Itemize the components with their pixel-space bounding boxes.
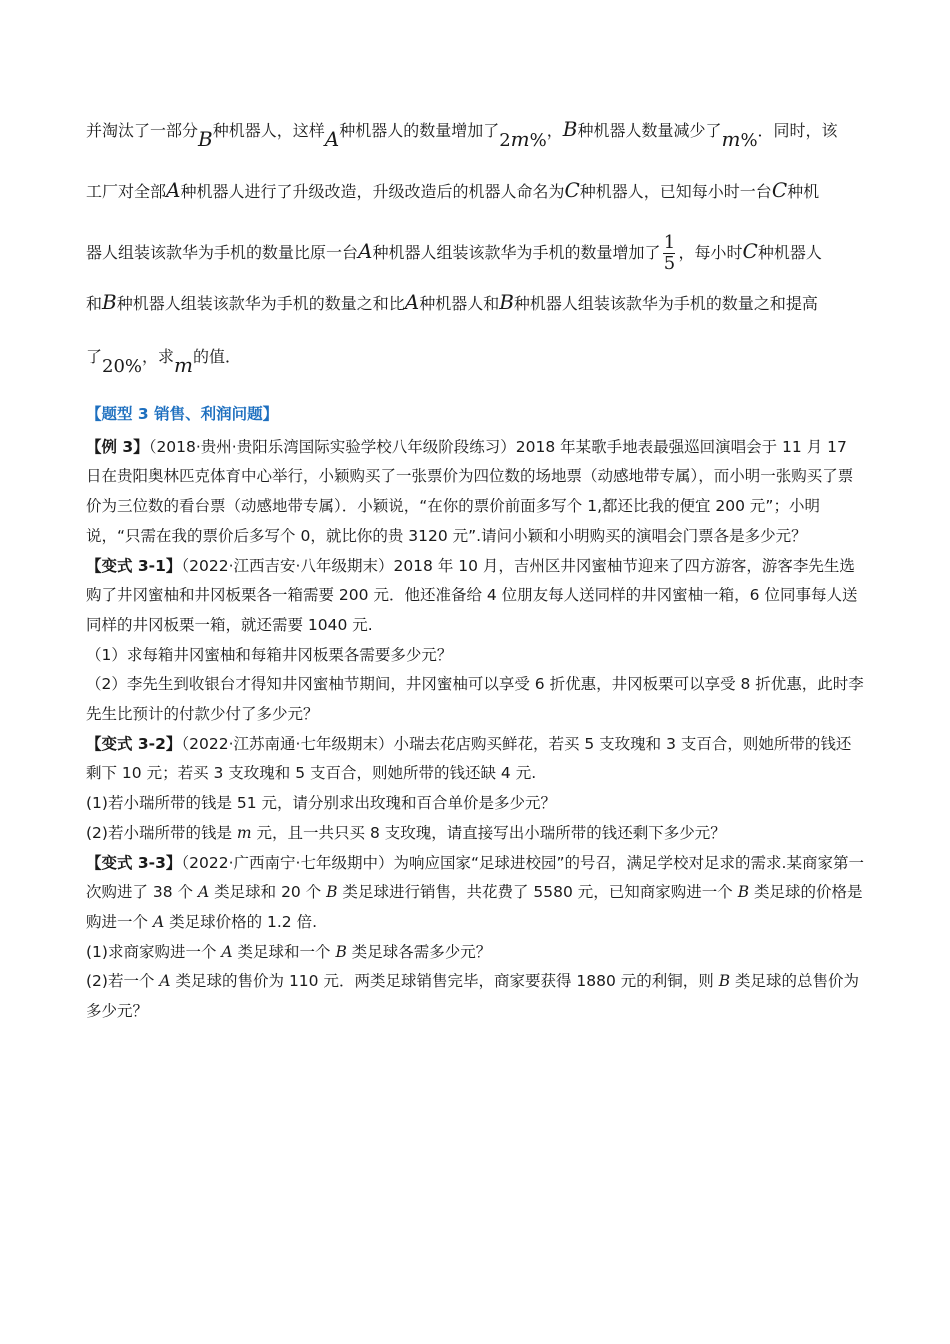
variant-3-3-q2: (2)若一个 A 类足球的售价为 110 元．两类足球销售完毕，商家要获得 1880 元的利铜，则 B 类足球的总售价为多少元？ (86, 972, 860, 1021)
variant-3-2-q1: (1)若小瑞所带的钱是 51 元，请分别求出玫瑰和百合单价是多少元？ (86, 794, 557, 813)
problem-line-3: 器人组装该款华为手机的数量比原一台A种机器人组装该款华为手机的数量增加了 $\frac{1}{5}$ ，每小时C种机器人 (86, 232, 822, 274)
problem-line-4: 和B种机器人组装该款华为手机的数量之和比A种机器人和B种机器人组装该款华为手机的数量之和提高 (86, 290, 818, 314)
variant-3-1: 【变式 3-1】（2022·江西吉安·八年级期末）2018 年 10 月，吉州区井冈蜜柚节迎来了四方游客，游客李先生选购了井冈蜜柚和井冈板栗各一箱需要 200 元．他还准备给 4 位朋友每人送同样的井冈蜜柚一箱，6 位同事每人送同样的井冈板栗一箱，就还需要 1040 元. (86, 556, 858, 634)
fraction-one-fifth: $\frac{1}{5}$ (663, 232, 676, 274)
variant-3-1-q2: （2）李先生到收银台才得知井冈蜜柚节期间，井冈蜜柚可以享受 6 折优惠，井冈板栗可以享受 8 折优惠，此时李先生比预计的付款少付了多少元？ (86, 675, 864, 724)
variant-3-1-q1: （1）求每箱井冈蜜柚和每箱井冈板栗各需要多少元？ (86, 645, 453, 664)
section-heading: 【题型 3 销售、利润问题】 (86, 405, 279, 423)
example-3: 【例 3】（2018·贵州·贵阳乐湾国际实验学校八年级阶段练习）2018 年某歌手地表最强巡回演唱会于 11 月 17 日在贵阳奥林匹克体育中心举行，小颖购买了一张票价为四位数的场地票（动感地带专属），而小明一张购买了票价为三位数的看台票（动感地带专属）．小颖说，“在你的票价前面多写个 1,都还比我的便宜 200 元”；小明说，“只需在我的票价后多写个 0，就比你的贵 3120 元”.请问小颖和小明购买的演唱会门票各是多少元？ (86, 437, 854, 545)
variant-3-2: 【变式 3-2】（2022·江苏南通·七年级期末）小瑞去花店购买鲜花，若买 5 支玫瑰和 3 支百合，则她所带的钱还剩下 10 元；若买 3 支玫瑰和 5 支百合，则她所带的钱还缺 4 元. (86, 734, 852, 783)
variant-3-2-q2: (2)若小瑞所带的钱是 m 元，且一共只买 8 支玫瑰，请直接写出小瑞所带的钱还剩下多少元？ (86, 823, 726, 842)
variant-3-3: 【变式 3-3】（2022·广西南宁·七年级期中）为响应国家“足球进校园”的号召，满足学校对足求的需求.某商家第一次购进了 38 个 A 类足球和 20 个 B 类足球进行销售，共花费了 5580 元，已知商家购进一个 B 类足球的价格是购进一个 A 类足球价格的 1.2 倍. (86, 853, 864, 931)
document-body (86, 400, 864, 1027)
variant-3-3-q1: (1)求商家购进一个 A 类足球和一个 B 类足球各需多少元？ (86, 942, 492, 961)
problem-line-5: 了20%，求m的值． (86, 347, 242, 377)
problem-line-2: 工厂对全部A种机器人进行了升级改造，升级改造后的机器人命名为C种机器人，已知每小时一台C种机 (86, 178, 820, 202)
problem-line-1: 并淘汰了一部分B种机器人，这样A种机器人的数量增加了2m%，B种机器人数量减少了m%．同时，该 (86, 117, 838, 151)
